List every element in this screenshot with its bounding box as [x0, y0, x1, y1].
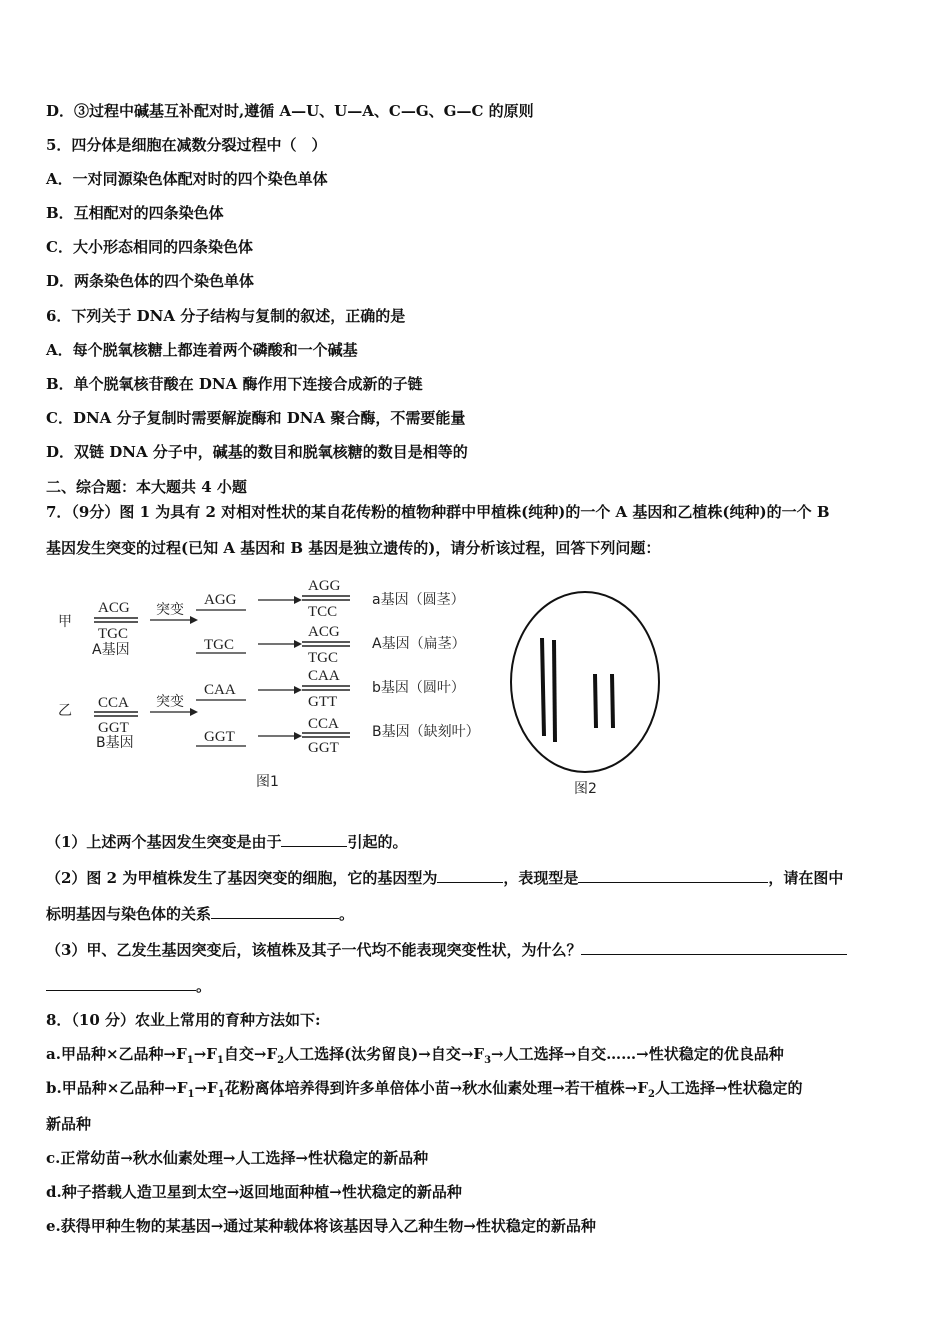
- chromosome-1: [542, 638, 544, 736]
- row4-top-strand: CCA: [308, 716, 339, 732]
- q6-option-a: A．每个脱氧核糖上都连着两个磷酸和一个碱基: [46, 341, 358, 359]
- q7-part-2: （2）图 2 为甲植株发生了基因突变的细胞，它的基因型为 ，表现型是 ，请在图中: [46, 869, 844, 887]
- row2-single-strand: TGC: [204, 637, 234, 653]
- method-b: b.甲品种×乙品种$\to F_1\to F_1$花粉离体培养得到许多单倍体小苗→秋水仙素处理→若干植株$\to F_2$人工选择→性状稳定的: [46, 1079, 803, 1100]
- row4-bottom-strand: GGT: [308, 740, 339, 756]
- row2-gene-label: A基因（扁茎）: [372, 636, 466, 652]
- row3-gene-label: b基因（圆叶）: [372, 680, 465, 696]
- figure1-caption: 图1: [256, 774, 279, 790]
- answer-blank-1[interactable]: [281, 832, 347, 847]
- jia-top-strand: ACG: [98, 600, 130, 616]
- section-2-heading: 二、综合题：本大题共 4 小题: [46, 478, 247, 496]
- method-a: a.甲品种×乙品种$\to F_1\to F_1$自交$\to F_2$人工选择(汰劣留良)→自交$\to F_3\to$人工选择→自交……→性状稳定的优良品种: [46, 1045, 784, 1066]
- row4-single-strand: GGT: [204, 729, 235, 745]
- row2-bottom-strand: TGC: [308, 650, 338, 666]
- question-6: 6．下列关于 DNA 分子结构与复制的叙述，正确的是: [46, 307, 406, 325]
- jia-gene-label: A基因: [92, 642, 130, 658]
- yi-bottom-strand: GGT: [98, 720, 129, 736]
- q7-part-1: （1）上述两个基因发生突变是由于 引起的。: [46, 833, 408, 851]
- question-7-stem-cont: 基因发生突变的过程(已知 A 基因和 B 基因是独立遗传的)，请分析该过程，回答下列问题：: [46, 539, 661, 557]
- jia-mutation-label: 突变: [156, 602, 184, 618]
- row1-single-strand: AGG: [204, 592, 237, 608]
- row1-gene-label: a基因（圆茎）: [372, 592, 465, 608]
- yi-mutation-label: 突变: [156, 694, 184, 710]
- figure2-caption: 图2: [574, 781, 597, 797]
- answer-blank-2[interactable]: [437, 868, 503, 883]
- answer-blank-3[interactable]: [578, 868, 768, 883]
- figure-2: [511, 592, 659, 797]
- q6-option-d: D．双链 DNA 分子中，碱基的数目和脱氧核糖的数目是相等的: [46, 443, 468, 461]
- chromosome-3: [595, 674, 596, 728]
- row1-top-strand: AGG: [308, 578, 341, 594]
- jia-bottom-strand: TGC: [98, 626, 128, 642]
- row2-top-strand: ACG: [308, 624, 340, 640]
- q5-option-d: D．两条染色体的四个染色单体: [46, 272, 255, 290]
- q7-part-3: （3）甲、乙发生基因突变后，该植株及其子一代均不能表现突变性状，为什么？: [46, 940, 847, 960]
- label-jia: 甲: [58, 614, 72, 630]
- q6-option-c: C．DNA 分子复制时需要解旋酶和 DNA 聚合酶，不需要能量: [46, 409, 466, 427]
- q5-option-b: B．互相配对的四条染色体: [46, 204, 224, 222]
- method-e: e.获得甲种生物的某基因→通过某种载体将该基因导入乙种生物→性状稳定的新品种: [46, 1217, 596, 1235]
- method-d: d.种子搭载人造卫星到太空→返回地面种植→性状稳定的新品种: [46, 1183, 462, 1201]
- yi-top-strand: CCA: [98, 695, 129, 711]
- option-d-line: D．③过程中碱基互补配对时,遵循 A—U、U—A、C—G、G—C 的原则: [46, 102, 534, 120]
- question-5: 5．四分体是细胞在减数分裂过程中（ ）: [46, 136, 327, 154]
- question-8: 8．（10 分）农业上常用的育种方法如下:: [46, 1011, 321, 1029]
- yi-gene-label: B基因: [96, 735, 134, 751]
- row3-bottom-strand: GTT: [308, 694, 338, 710]
- row4-gene-label: B基因（缺刻叶）: [372, 724, 480, 740]
- answer-blank-4[interactable]: [211, 904, 339, 919]
- method-b-cont: 新品种: [46, 1115, 92, 1133]
- figure-1: [58, 578, 480, 790]
- row3-single-strand: CAA: [204, 682, 236, 698]
- question-7-stem: 7．（9分）图 1 为具有 2 对相对性状的某自花传粉的植物种群中甲植株(纯种)的一个 A 基因和乙植株(纯种)的一个 B: [46, 503, 830, 521]
- row3-top-strand: CAA: [308, 668, 340, 684]
- q7-part-2-cont: 标明基因与染色体的关系 。: [46, 905, 355, 923]
- label-yi: 乙: [58, 703, 72, 719]
- q5-option-a: A．一对同源染色体配对时的四个染色单体: [46, 170, 328, 188]
- answer-blank-6[interactable]: [46, 976, 196, 991]
- method-c: c.正常幼苗→秋水仙素处理→人工选择→性状稳定的新品种: [46, 1149, 429, 1167]
- figures: [46, 570, 666, 802]
- q5-option-c: C．大小形态相同的四条染色体: [46, 238, 253, 256]
- q6-option-b: B．单个脱氧核苷酸在 DNA 酶作用下连接合成新的子链: [46, 375, 423, 393]
- row1-bottom-strand: TCC: [308, 604, 338, 620]
- chromosome-2: [554, 640, 555, 742]
- chromosome-4: [612, 674, 613, 728]
- cell-outline: [511, 592, 659, 772]
- q7-part-3-cont: 。: [46, 976, 211, 996]
- answer-blank-5[interactable]: [581, 940, 847, 955]
